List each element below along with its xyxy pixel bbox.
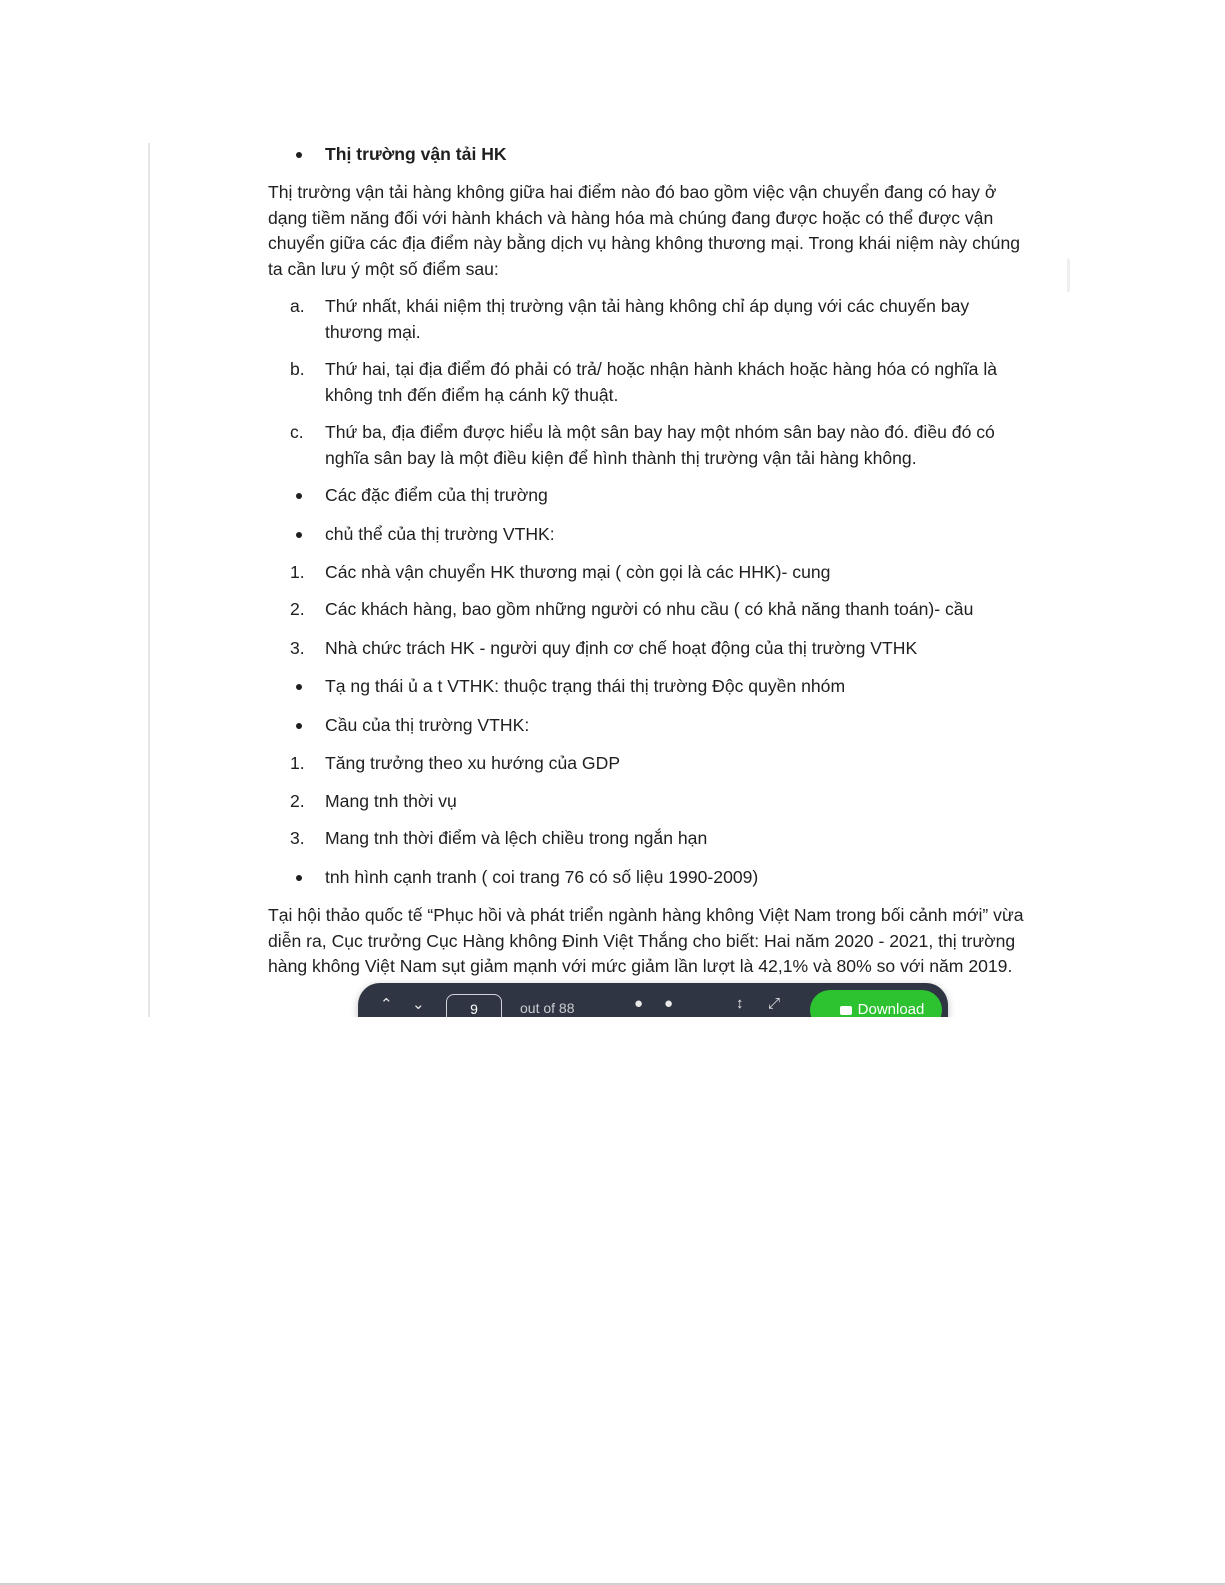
list-text: Nhà chức trách HK - người quy định cơ chế hoạt động của thị trường VTHK <box>325 638 918 658</box>
fit-height-icon[interactable]: ↕ <box>736 995 744 1012</box>
bullet-item <box>268 483 1028 509</box>
list-text: Các đặc điểm của thị trường <box>325 485 548 505</box>
bullet-icon <box>296 152 302 158</box>
list-text: Mang tnh thời điểm và lệch chiều trong ngắn hạn <box>325 828 708 848</box>
bullet-icon <box>296 532 302 538</box>
list-text: Thứ hai, tại địa điểm đó phải có trả/ hoặc nhận hành khách hoặc hàng hóa có nghĩa là không tnh đến điểm hạ cánh kỹ thuật. <box>325 359 998 405</box>
list-text: Các khách hàng, bao gồm những người có nhu cầu ( có khả năng thanh toán)- cầu <box>325 599 974 619</box>
viewer-toolbar <box>358 983 948 1017</box>
list-text: Các nhà vận chuyển HK thương mại ( còn gọi là các HHK)- cung <box>325 562 831 582</box>
closing-paragraph: Tại hội thảo quốc tế “Phục hồi và phát triển ngành hàng không Việt Nam trong bối cảnh mới” vừa diễn ra, Cục trưởng Cục Hàng không Đinh Việt Thắng cho biết: Hai năm 2020 - 2021, thị trường hàng không Việt Nam sụt giảm mạnh với mức giảm lần lượt là 42,1% và 80% so với năm 2019. <box>268 905 1024 976</box>
page-number-input[interactable] <box>446 994 502 1017</box>
list-marker: 3. <box>290 828 305 848</box>
zoom-in-icon[interactable]: ● <box>664 995 674 1012</box>
zoom-out-icon[interactable]: ● <box>634 995 644 1012</box>
bullet-item <box>268 865 1028 891</box>
numbered-item <box>268 636 1028 662</box>
bullet-item <box>268 674 1028 700</box>
lettered-item-c <box>268 420 1028 471</box>
left-border <box>148 143 150 1017</box>
page-up-icon[interactable]: ⌃ <box>380 996 393 1013</box>
list-text: chủ thể của thị trường VTHK: <box>325 524 555 544</box>
download-label: Download <box>857 1001 925 1017</box>
intro-paragraph: Thị trường vận tải hàng không giữa hai điểm nào đó bao gồm việc vận chuyển đang có hay ở dạng tiềm năng đối với hành khách và hàng hóa mà chúng đang được hoặc có thể được vận chuyển giữa các địa điểm này bằng dịch vụ hàng không thương mại. Trong khái niệm này chúng ta cần lưu ý một số điểm sau: <box>268 182 1021 279</box>
bullet-icon <box>296 875 302 881</box>
lettered-item-a <box>268 294 1028 345</box>
numbered-item <box>268 751 1028 777</box>
page-total: out of 88 <box>520 1000 575 1016</box>
numbered-item <box>268 560 1028 586</box>
section-heading: Thị trường vận tải HK <box>325 144 507 164</box>
list-marker: 1. <box>290 562 305 582</box>
list-marker: c. <box>290 422 304 442</box>
list-text: Mang tnh thời vụ <box>325 791 457 811</box>
lettered-item-b <box>268 357 1028 408</box>
page-down-icon[interactable]: ⌄ <box>412 996 425 1013</box>
list-text: Tăng trưởng theo xu hướng của GDP <box>325 753 621 773</box>
bullet-icon <box>296 723 302 729</box>
list-text: Cầu của thị trường VTHK: <box>325 715 530 735</box>
list-text: Thứ ba, địa điểm được hiểu là một sân bay hay một nhóm sân bay nào đó. điều đó có nghĩa sân bay là một điều kiện để hình thành thị trường vận tải hàng không. <box>325 422 995 468</box>
list-text: Tạ ng thái ủ a t VTHK: thuộc trạng thái thị trường Độc quyền nhóm <box>325 676 846 696</box>
bullet-icon <box>296 493 302 499</box>
scroll-mark <box>1067 258 1070 292</box>
list-text: tnh hình cạnh tranh ( coi trang 76 có số liệu 1990-2009) <box>325 867 759 887</box>
list-marker: 1. <box>290 753 305 773</box>
numbered-item <box>268 789 1028 815</box>
bullet-item <box>268 713 1028 739</box>
list-marker: 2. <box>290 791 305 811</box>
numbered-item <box>268 826 1028 852</box>
heading-item <box>268 142 1028 168</box>
bullet-item <box>268 522 1028 548</box>
list-marker: b. <box>290 359 305 379</box>
fullscreen-icon[interactable]: ⤢ <box>768 995 781 1012</box>
list-marker: 2. <box>290 599 305 619</box>
download-icon <box>840 1006 852 1015</box>
list-marker: 3. <box>290 638 305 658</box>
list-text: Thứ nhất, khái niệm thị trường vận tải hàng không chỉ áp dụng với các chuyến bay thương mại. <box>325 296 970 342</box>
list-marker: a. <box>290 296 305 316</box>
bullet-icon <box>296 684 302 690</box>
numbered-item <box>268 597 1028 623</box>
download-button[interactable] <box>810 990 942 1017</box>
